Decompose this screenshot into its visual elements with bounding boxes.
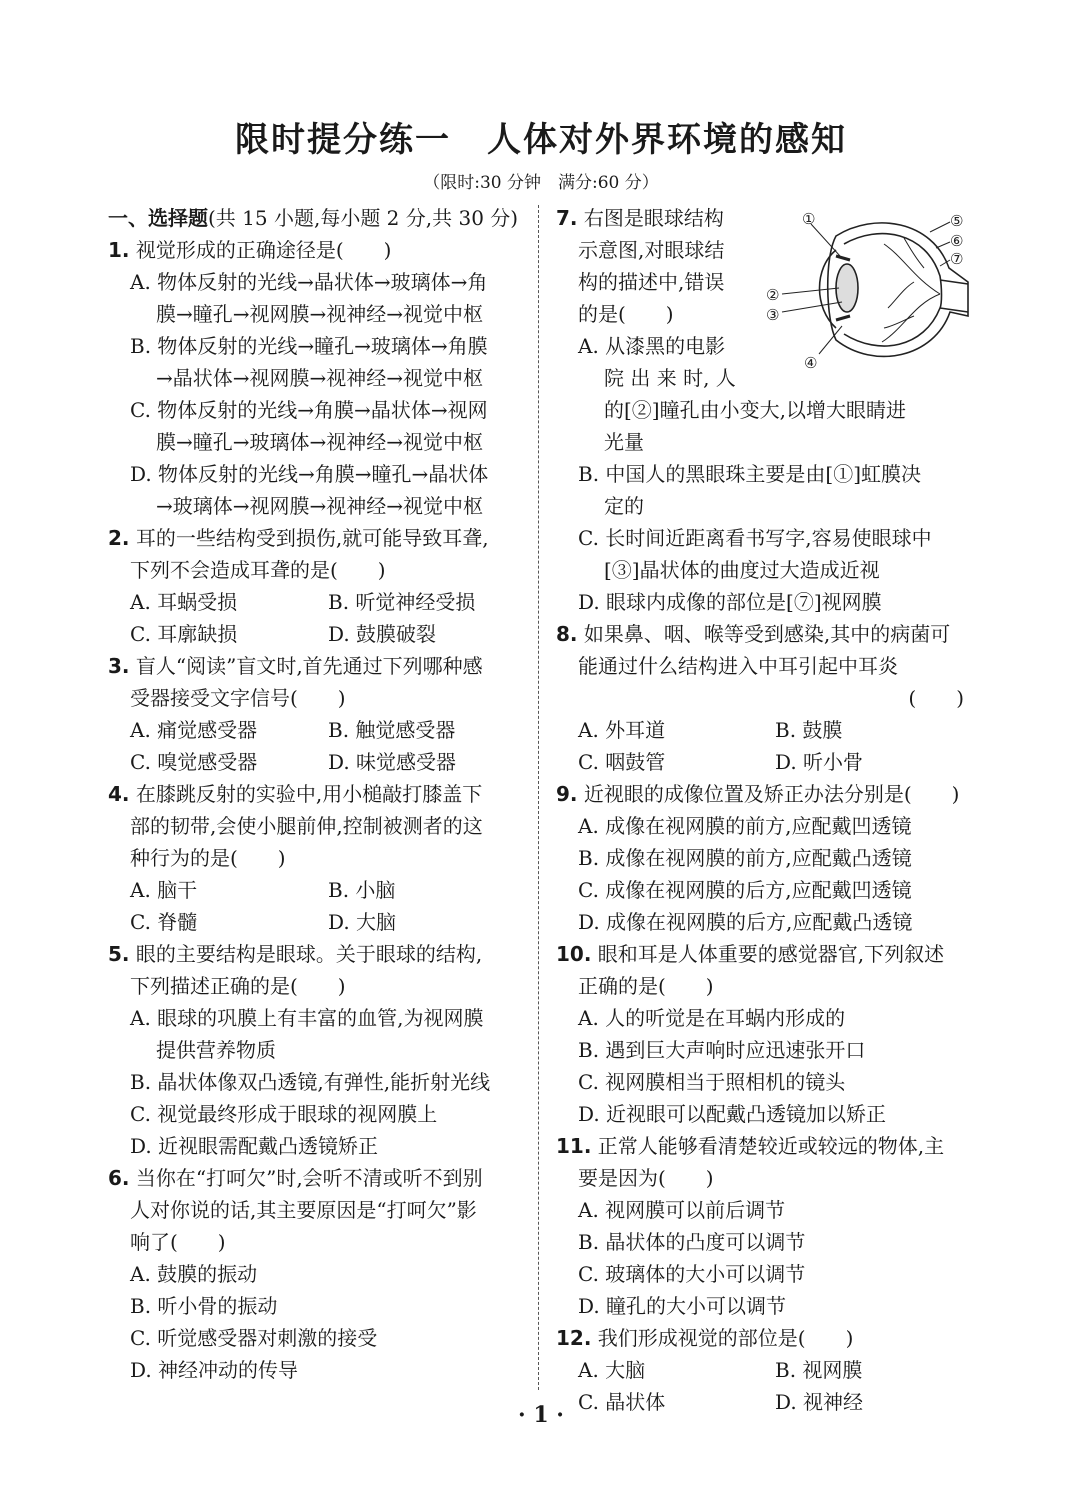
page-title: 限时提分练一 人体对外界环境的感知	[235, 120, 847, 160]
option-d[interactable]: D. 成像在视网膜的后方,应配戴凸透镜	[578, 910, 913, 934]
option-a-cont: 提供营养物质	[156, 1038, 276, 1062]
question-stem: 盲人“阅读”盲文时,首先通过下列哪种感	[135, 654, 483, 678]
option-c[interactable]: C. 玻璃体的大小可以调节	[578, 1262, 806, 1286]
question-stem: 我们形成视觉的部位是( )	[597, 1326, 854, 1350]
section-header	[108, 202, 526, 234]
option-c[interactable]: C. 耳廓缺损	[130, 622, 238, 646]
option-c[interactable]: C. 成像在视网膜的后方,应配戴凹透镜	[578, 878, 912, 902]
question-8	[556, 618, 972, 778]
option-d[interactable]: D. 神经冲动的传导	[130, 1358, 299, 1382]
question-number: 1.	[108, 238, 130, 262]
question-stem-cont: 的是( )	[578, 302, 674, 326]
question-number: 12.	[556, 1326, 592, 1350]
question-stem: 耳的一些结构受到损伤,就可能导致耳聋,	[135, 526, 489, 550]
option-c[interactable]: C. 视网膜相当于照相机的镜头	[578, 1070, 846, 1094]
question-stem-cont: 构的描述中,错误	[578, 270, 725, 294]
label-6: ⑥	[950, 232, 964, 250]
question-stem-cont: 响了( )	[130, 1230, 226, 1254]
question-10	[556, 938, 972, 1130]
option-a[interactable]: A. 人的听觉是在耳蜗内形成的	[578, 1006, 846, 1030]
option-a-cont: 光量	[604, 430, 644, 454]
question-stem: 在膝跳反射的实验中,用小槌敲打膝盖下	[135, 782, 483, 806]
option-d[interactable]: D. 近视眼可以配戴凸透镜加以矫正	[578, 1102, 887, 1126]
answer-paren: ( )	[908, 686, 964, 710]
option-d[interactable]: D. 味觉感受器	[328, 750, 457, 774]
question-number: 2.	[108, 526, 130, 550]
question-1	[108, 234, 526, 522]
question-stem-cont: 下列不会造成耳聋的是( )	[130, 558, 386, 582]
option-a[interactable]: A. 脑干	[130, 878, 198, 902]
option-a[interactable]: A. 大脑	[578, 1358, 646, 1382]
eyeball-diagram	[764, 208, 969, 370]
question-stem-cont: 下列描述正确的是( )	[130, 974, 346, 998]
question-number: 7.	[556, 206, 578, 230]
option-d[interactable]: D. 近视眼需配戴凸透镜矫正	[130, 1134, 379, 1158]
option-b[interactable]: B. 触觉感受器	[328, 718, 456, 742]
question-number: 5.	[108, 942, 130, 966]
option-b-cont: →晶状体→视网膜→视神经→视觉中枢	[156, 366, 484, 390]
question-3	[108, 650, 526, 778]
option-a[interactable]: A. 鼓膜的振动	[130, 1262, 258, 1286]
label-4: ④	[804, 354, 818, 370]
question-stem-cont: 正确的是( )	[578, 974, 714, 998]
label-5: ⑤	[950, 212, 964, 230]
question-stem: 当你在“打呵欠”时,会听不清或听不到别	[135, 1166, 483, 1190]
option-c[interactable]: C. 脊髓	[130, 910, 198, 934]
option-c[interactable]: C. 长时间近距离看书写字,容易使眼球中	[578, 526, 932, 550]
option-a[interactable]: A. 成像在视网膜的前方,应配戴凹透镜	[578, 814, 912, 838]
question-7	[556, 202, 972, 618]
option-c[interactable]: C. 咽鼓管	[578, 750, 666, 774]
option-c[interactable]: C. 听觉感受器对刺激的接受	[130, 1326, 378, 1350]
question-stem-cont: 人对你说的话,其主要原因是“打呵欠”影	[130, 1198, 477, 1222]
label-3: ③	[766, 306, 780, 324]
question-number: 10.	[556, 942, 592, 966]
question-stem-cont: 示意图,对眼球结	[578, 238, 725, 262]
column-divider	[538, 205, 539, 1390]
option-b[interactable]: B. 晶状体像双凸透镜,有弹性,能折射光线	[130, 1070, 491, 1094]
option-d[interactable]: D. 物体反射的光线→角膜→瞳孔→晶状体	[130, 462, 489, 486]
question-number: 4.	[108, 782, 130, 806]
option-d[interactable]: D. 瞳孔的大小可以调节	[578, 1294, 787, 1318]
option-a-cont: 膜→瞳孔→视网膜→视神经→视觉中枢	[156, 302, 484, 326]
question-4	[108, 778, 526, 938]
question-number: 3.	[108, 654, 130, 678]
label-1: ①	[802, 210, 816, 228]
option-a[interactable]: A. 耳蜗受损	[130, 590, 238, 614]
question-number: 11.	[556, 1134, 592, 1158]
page-number: · 1 ·	[518, 1402, 564, 1428]
question-stem-cont: 种行为的是( )	[130, 846, 286, 870]
question-2	[108, 522, 526, 650]
question-stem-cont: 受器接受文字信号( )	[130, 686, 346, 710]
question-6	[108, 1162, 526, 1386]
section-name: 一、选择题	[108, 206, 208, 230]
option-b[interactable]: B. 听觉神经受损	[328, 590, 476, 614]
option-a[interactable]: A. 物体反射的光线→晶状体→玻璃体→角	[130, 270, 488, 294]
option-d[interactable]: D. 眼球内成像的部位是[⑦]视网膜	[578, 590, 882, 614]
option-d[interactable]: D. 视神经	[775, 1390, 864, 1414]
left-column	[108, 202, 526, 1386]
option-d[interactable]: D. 鼓膜破裂	[328, 622, 437, 646]
option-a[interactable]: A. 外耳道	[578, 718, 666, 742]
question-stem: 眼和耳是人体重要的感觉器官,下列叙述	[597, 942, 945, 966]
option-b[interactable]: B. 中国人的黑眼珠主要是由[①]虹膜决	[578, 462, 922, 486]
question-number: 8.	[556, 622, 578, 646]
option-b[interactable]: B. 鼓膜	[775, 718, 843, 742]
option-c[interactable]: C. 嗅觉感受器	[130, 750, 258, 774]
question-stem-cont: 能通过什么结构进入中耳引起中耳炎	[578, 654, 898, 678]
option-a-cont: 的[②]瞳孔由小变大,以增大眼睛进	[604, 398, 906, 422]
option-b[interactable]: B. 成像在视网膜的前方,应配戴凸透镜	[578, 846, 912, 870]
option-c[interactable]: C. 视觉最终形成于眼球的视网膜上	[130, 1102, 438, 1126]
page-subtitle: （限时:30 分钟 满分:60 分）	[423, 173, 659, 193]
option-a-cont: 院 出 来 时, 人	[604, 366, 736, 390]
question-11	[556, 1130, 972, 1322]
label-2: ②	[766, 286, 780, 304]
option-d-cont: →玻璃体→视网膜→视神经→视觉中枢	[156, 494, 484, 518]
option-a[interactable]: A. 眼球的巩膜上有丰富的血管,为视网膜	[130, 1006, 484, 1030]
option-b[interactable]: B. 视网膜	[775, 1358, 863, 1382]
question-number: 9.	[556, 782, 578, 806]
question-stem: 近视眼的成像位置及矫正办法分别是( )	[583, 782, 960, 806]
option-b[interactable]: B. 晶状体的凸度可以调节	[578, 1230, 806, 1254]
option-b[interactable]: B. 小脑	[328, 878, 396, 902]
option-a[interactable]: A. 痛觉感受器	[130, 718, 258, 742]
option-a[interactable]: A. 视网膜可以前后调节	[578, 1198, 786, 1222]
question-number: 6.	[108, 1166, 130, 1190]
question-stem: 视觉形成的正确途径是( )	[135, 238, 392, 262]
question-stem: 如果鼻、咽、喉等受到感染,其中的病菌可	[583, 622, 951, 646]
question-stem: 眼的主要结构是眼球。关于眼球的结构,	[135, 942, 483, 966]
section-desc: (共 15 小题,每小题 2 分,共 30 分)	[208, 206, 519, 230]
option-c-cont: [③]晶状体的曲度过大造成近视	[604, 558, 880, 582]
question-5	[108, 938, 526, 1162]
option-b-cont: 定的	[604, 494, 644, 518]
option-c[interactable]: C. 物体反射的光线→角膜→晶状体→视网	[130, 398, 488, 422]
option-d[interactable]: D. 大脑	[328, 910, 397, 934]
label-7: ⑦	[950, 250, 964, 268]
option-b[interactable]: B. 听小骨的振动	[130, 1294, 278, 1318]
question-9	[556, 778, 972, 938]
right-column	[556, 202, 972, 1418]
question-stem-cont: 部的韧带,会使小腿前伸,控制被测者的这	[130, 814, 483, 838]
question-stem-cont: 要是因为( )	[578, 1166, 714, 1190]
option-c-cont: 膜→瞳孔→玻璃体→视神经→视觉中枢	[156, 430, 484, 454]
question-stem: 正常人能够看清楚较近或较远的物体,主	[597, 1134, 945, 1158]
option-d[interactable]: D. 听小骨	[775, 750, 864, 774]
option-c[interactable]: C. 晶状体	[578, 1390, 666, 1414]
option-b[interactable]: B. 遇到巨大声响时应迅速张开口	[578, 1038, 866, 1062]
question-stem: 右图是眼球结构	[583, 206, 724, 230]
option-a[interactable]: A. 从漆黑的电影	[578, 334, 726, 358]
option-b[interactable]: B. 物体反射的光线→瞳孔→玻璃体→角膜	[130, 334, 488, 358]
